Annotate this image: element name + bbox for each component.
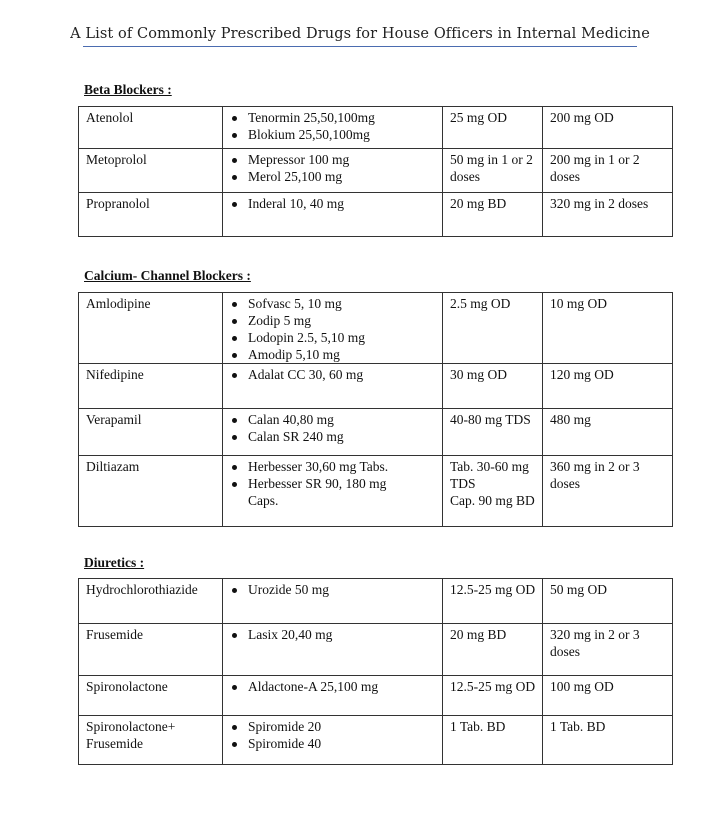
brand-item: Tenormin 25,50,100mg — [230, 109, 437, 126]
table-row — [79, 716, 673, 765]
table-row — [79, 676, 673, 716]
brand-cell — [223, 364, 443, 409]
brand-cell — [223, 409, 443, 456]
brand-cell — [223, 716, 443, 765]
start-dose: 12.5-25 mg OD — [443, 579, 543, 624]
start-dose: 30 mg OD — [443, 364, 543, 409]
document-title: A List of Commonly Prescribed Drugs for House Officers in Internal Medicine — [70, 26, 650, 42]
max-dose: 50 mg OD — [543, 579, 673, 624]
table-row — [79, 456, 673, 527]
start-dose: 20 mg BD — [443, 624, 543, 676]
brand-cell — [223, 624, 443, 676]
start-dose: 40-80 mg TDS — [443, 409, 543, 456]
section-title-beta-blockers: Beta Blockers : — [84, 82, 172, 97]
drug-name: Diltiazam — [79, 456, 223, 527]
start-dose-tab: Tab. 30-60 mg TDS — [450, 459, 529, 491]
brand-item: Amodip 5,10 mg — [230, 346, 437, 363]
table-row — [79, 364, 673, 409]
drug-name: Verapamil — [79, 409, 223, 456]
drug-name: Spironolactone+ Frusemide — [79, 716, 223, 765]
table-row — [79, 409, 673, 456]
title-underline — [83, 46, 637, 47]
brand-cell — [223, 107, 443, 149]
drug-name: Propranolol — [79, 193, 223, 237]
drug-name: Spironolactone — [79, 676, 223, 716]
brand-item: Urozide 50 mg — [230, 581, 437, 598]
table-row — [79, 579, 673, 624]
max-dose: 320 mg in 2 doses — [543, 193, 673, 237]
brand-item: Calan SR 240 mg — [230, 428, 437, 445]
table-beta-blockers — [78, 106, 673, 237]
brand-cell — [223, 293, 443, 364]
drug-name: Metoprolol — [79, 149, 223, 193]
brand-item: Merol 25,100 mg — [230, 168, 437, 185]
brand-item: Aldactone-A 25,100 mg — [230, 678, 437, 695]
brand-item: Spiromide 40 — [230, 735, 437, 752]
table-row — [79, 149, 673, 193]
brand-cell — [223, 193, 443, 237]
brand-item: Zodip 5 mg — [230, 312, 437, 329]
drug-name: Atenolol — [79, 107, 223, 149]
start-dose-cap: Cap. 90 mg BD — [450, 493, 535, 508]
table-row — [79, 193, 673, 237]
max-dose: 10 mg OD — [543, 293, 673, 364]
start-dose: 20 mg BD — [443, 193, 543, 237]
brand-cell — [223, 676, 443, 716]
start-dose: 12.5-25 mg OD — [443, 676, 543, 716]
drug-name: Amlodipine — [79, 293, 223, 364]
max-dose: 360 mg in 2 or 3 doses — [543, 456, 673, 527]
drug-name: Hydrochlorothiazide — [79, 579, 223, 624]
start-dose: 25 mg OD — [443, 107, 543, 149]
max-dose: 1 Tab. BD — [543, 716, 673, 765]
brand-item: Inderal 10, 40 mg — [230, 195, 437, 212]
brand-item: Lodopin 2.5, 5,10 mg — [230, 329, 437, 346]
drug-name: Nifedipine — [79, 364, 223, 409]
start-dose: 50 mg in 1 or 2 doses — [443, 149, 543, 193]
start-dose — [443, 456, 543, 527]
drug-name: Frusemide — [79, 624, 223, 676]
table-row — [79, 624, 673, 676]
brand-item: Adalat CC 30, 60 mg — [230, 366, 437, 383]
table-diuretics — [78, 578, 673, 765]
brand-item: Herbesser SR 90, 180 mg — [230, 475, 437, 492]
start-dose: 2.5 mg OD — [443, 293, 543, 364]
brand-cell — [223, 456, 443, 527]
brand-item: Mepressor 100 mg — [230, 151, 437, 168]
table-row — [79, 293, 673, 364]
max-dose: 120 mg OD — [543, 364, 673, 409]
max-dose: 320 mg in 2 or 3 doses — [543, 624, 673, 676]
max-dose: 480 mg — [543, 409, 673, 456]
section-title-diuretics: Diuretics : — [84, 555, 145, 570]
brand-item-continuation: Caps. — [248, 493, 279, 508]
start-dose: 1 Tab. BD — [443, 716, 543, 765]
brand-item: Lasix 20,40 mg — [230, 626, 437, 643]
max-dose: 100 mg OD — [543, 676, 673, 716]
brand-item: Blokium 25,50,100mg — [230, 126, 437, 143]
brand-cell — [223, 579, 443, 624]
table-row — [79, 107, 673, 149]
brand-item: Calan 40,80 mg — [230, 411, 437, 428]
brand-item: Sofvasc 5, 10 mg — [230, 295, 437, 312]
brand-item: Spiromide 20 — [230, 718, 437, 735]
max-dose: 200 mg in 1 or 2 doses — [543, 149, 673, 193]
section-title-calcium-channel-blockers: Calcium- Channel Blockers : — [84, 268, 251, 283]
brand-cell — [223, 149, 443, 193]
brand-item: Herbesser 30,60 mg Tabs. — [230, 458, 437, 475]
table-calcium-channel-blockers — [78, 292, 673, 527]
max-dose: 200 mg OD — [543, 107, 673, 149]
